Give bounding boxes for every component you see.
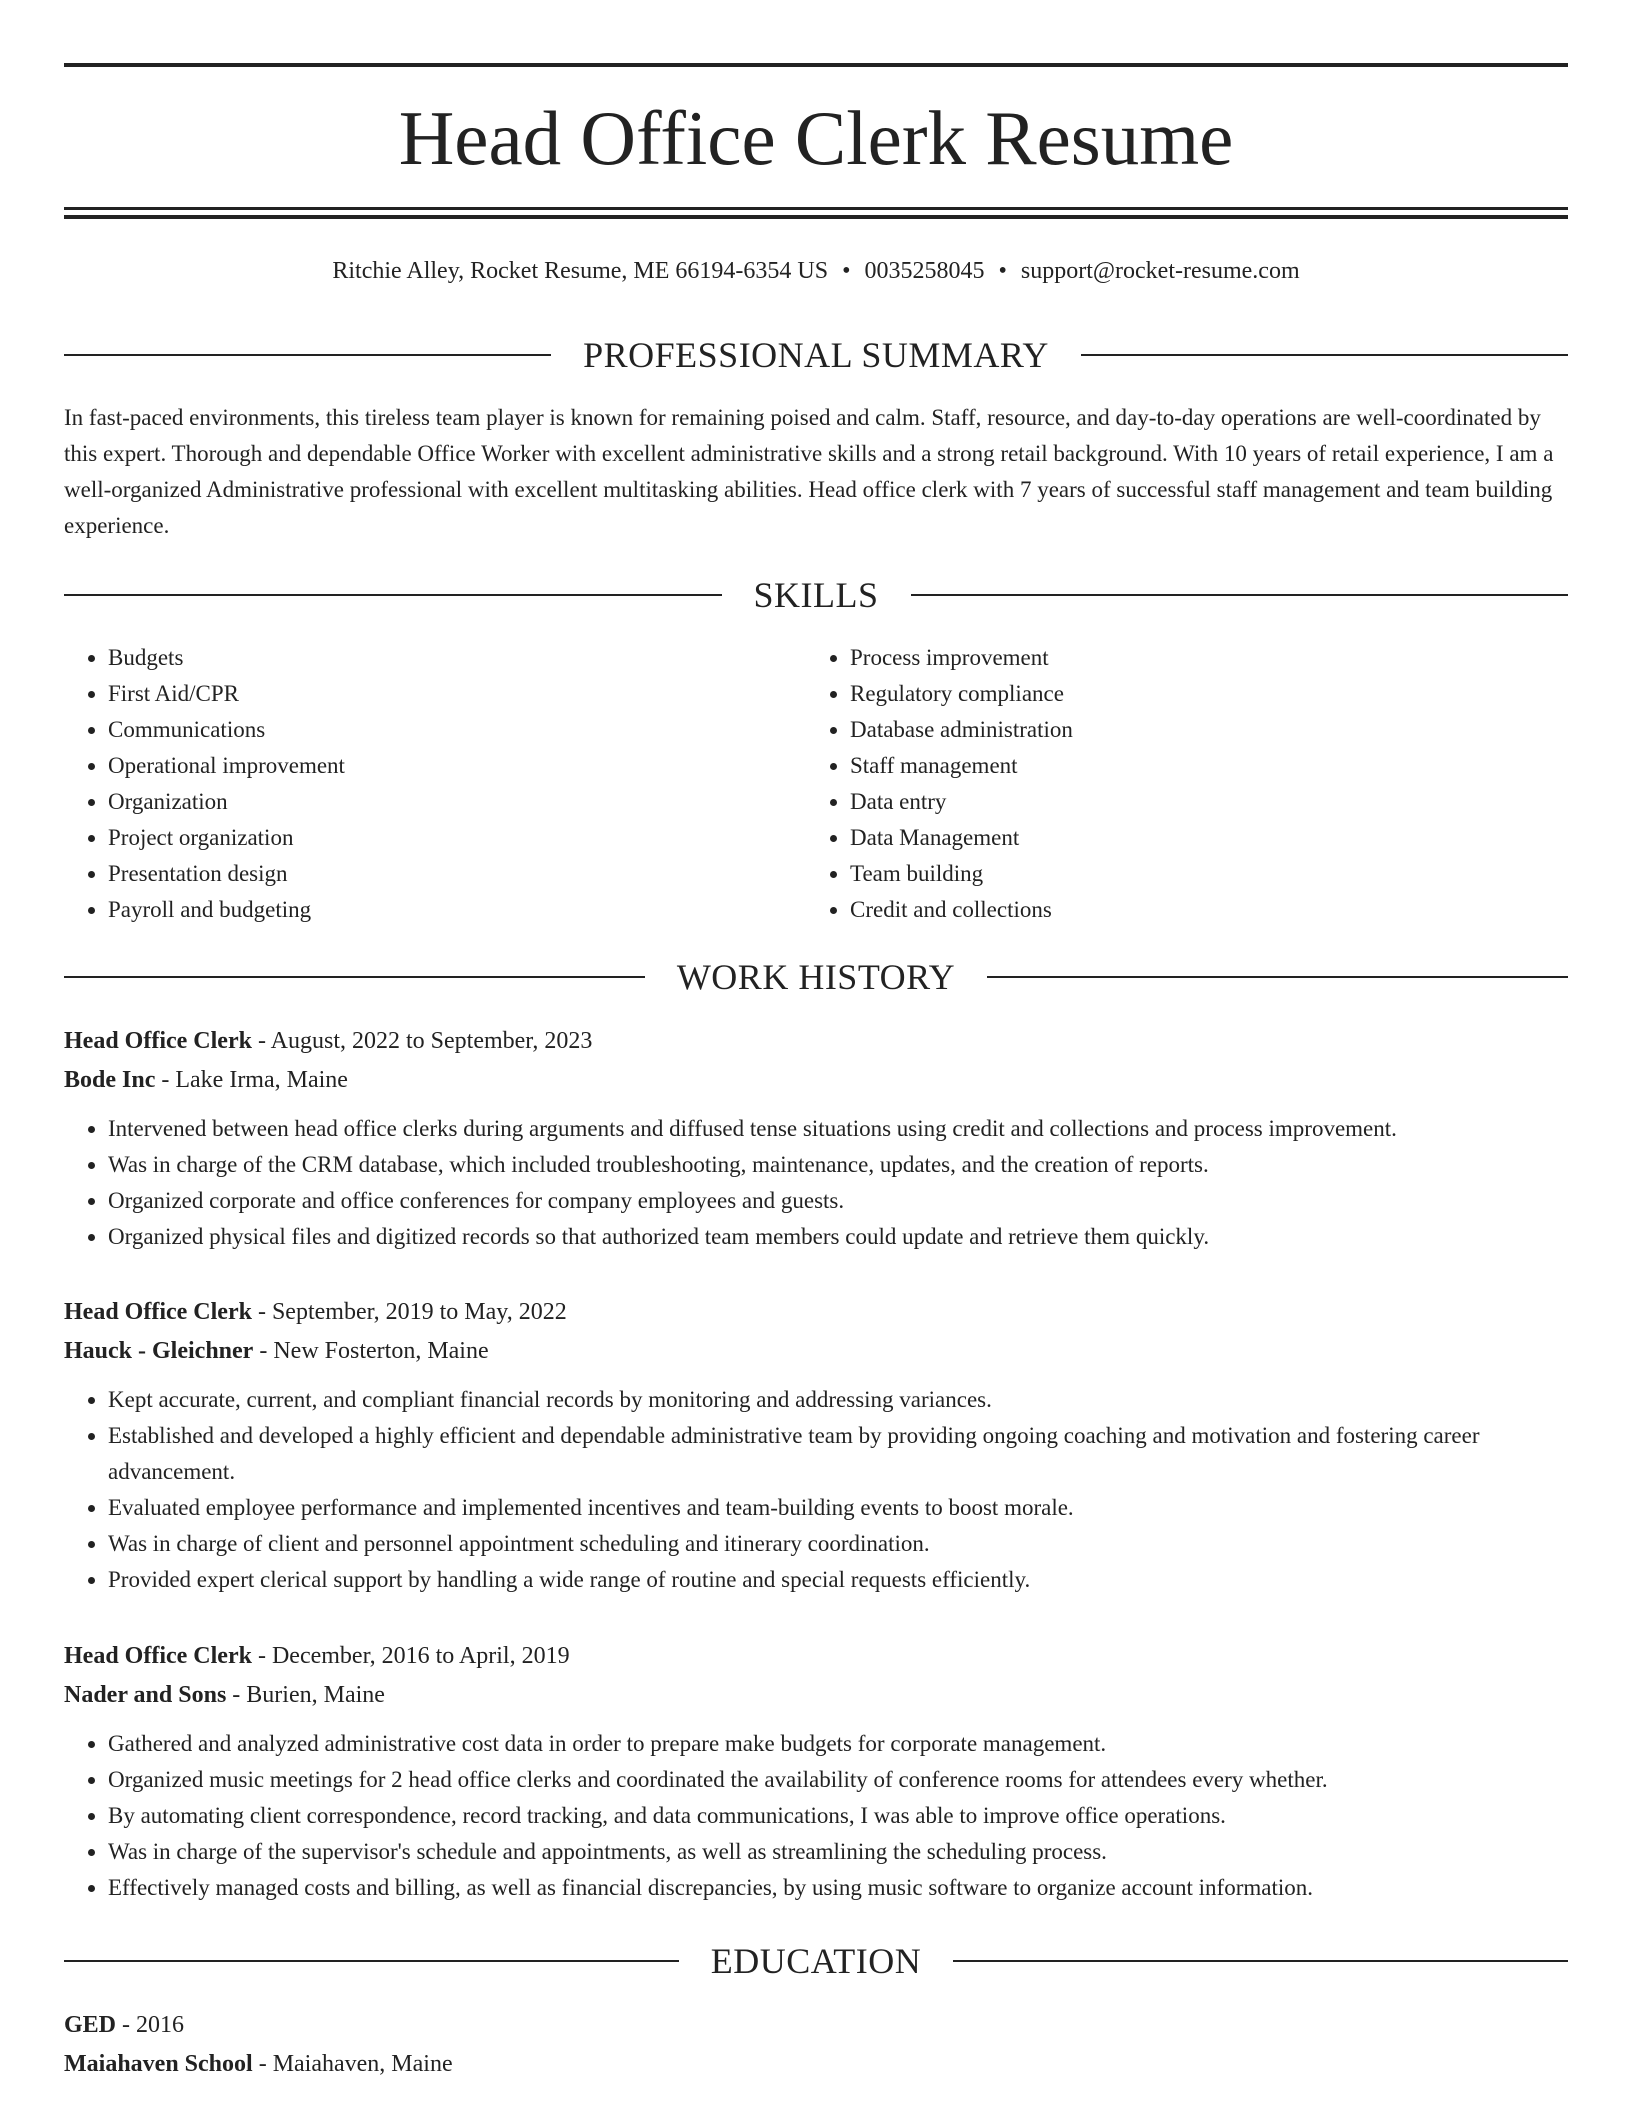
skill-item: • Payroll and budgeting: [108, 892, 345, 928]
job-bullet: • Provided expert clerical support by handling a wide range of routine and special requests efficiently.: [108, 1562, 1568, 1598]
dash: -: [257, 1028, 266, 1054]
contact-phone: 0035258045: [864, 258, 985, 284]
title-rule-upper: [64, 207, 1568, 210]
job-bullet: • Evaluated employee performance and implemented incentives and team-building events to boost morale.: [108, 1490, 1568, 1526]
skill-item: • Process improvement: [850, 640, 1073, 676]
section-rule: [911, 594, 1569, 596]
job-entry: [64, 1022, 1568, 1255]
skill-item: • Budgets: [108, 640, 345, 676]
job-bullet: • Established and developed a highly efficient and dependable administrative team by providing ongoing coaching and motivation and fostering career advancement.: [108, 1418, 1568, 1490]
skill-item: • Regulatory compliance: [850, 676, 1073, 712]
skill-item: • Team building: [850, 856, 1073, 892]
job-company-line: [64, 1332, 1568, 1371]
job-title: Head Office Clerk: [64, 1028, 252, 1054]
job-dates: August, 2022 to September, 2023: [270, 1028, 593, 1054]
job-company: Hauck - Gleichner: [64, 1338, 254, 1364]
job-bullet: • Intervened between head office clerks during arguments and diffused tense situations using credit and collections and process improvement.: [108, 1111, 1568, 1147]
section-header-education: [64, 1941, 1568, 1981]
skill-item: • Database administration: [850, 712, 1073, 748]
dash: -: [257, 1299, 266, 1325]
education-entry: [64, 2006, 1568, 2084]
job-dates: September, 2019 to May, 2022: [271, 1299, 567, 1325]
job-bullet: • Organized music meetings for 2 head office clerks and coordinated the availability of conference rooms for attendees every whether.: [108, 1762, 1568, 1798]
education-degree-line: [64, 2006, 1568, 2045]
contact-line: [64, 254, 1568, 288]
skill-item: • Presentation design: [108, 856, 345, 892]
education-school-line: [64, 2045, 1568, 2084]
dash: -: [257, 1643, 266, 1669]
job-location: Lake Irma, Maine: [175, 1067, 348, 1093]
section-header-work-history: [64, 957, 1568, 997]
job-bullet: • Organized corporate and office conferences for company employees and guests.: [108, 1183, 1568, 1219]
contact-separator: •: [998, 258, 1007, 284]
section-title: SKILLS: [753, 575, 879, 615]
job-bullet: • Gathered and analyzed administrative cost data in order to prepare make budgets for corporate management.: [108, 1726, 1568, 1762]
job-title-line: [64, 1293, 1568, 1332]
education-school: Maiahaven School: [64, 2051, 253, 2077]
title-rule-lower: [64, 215, 1568, 219]
section-rule: [64, 976, 645, 978]
job-bullet: • By automating client correspondence, record tracking, and data communications, I was able to improve office operations.: [108, 1798, 1568, 1834]
skill-item: • Staff management: [850, 748, 1073, 784]
skill-item: • Data entry: [850, 784, 1073, 820]
job-bullet: • Effectively managed costs and billing, as well as financial discrepancies, by using music software to organize account information.: [108, 1870, 1568, 1906]
dash: -: [122, 2012, 131, 2038]
job-bullet: • Was in charge of client and personnel appointment scheduling and itinerary coordination.: [108, 1526, 1568, 1562]
job-bullet: • Was in charge of the supervisor's schedule and appointments, as well as streamlining the scheduling process.: [108, 1834, 1568, 1870]
section-rule: [953, 1960, 1568, 1962]
top-rule: [64, 63, 1568, 67]
dash: -: [259, 1338, 268, 1364]
education-location: Maiahaven, Maine: [272, 2051, 453, 2077]
job-company-line: [64, 1061, 1568, 1100]
job-bullets: [64, 1382, 1568, 1598]
job-location: New Fosterton, Maine: [273, 1338, 489, 1364]
job-title-line: [64, 1022, 1568, 1061]
section-title: EDUCATION: [710, 1941, 922, 1981]
skill-item: • Communications: [108, 712, 345, 748]
resume-title: Head Office Clerk Resume: [398, 95, 1234, 181]
job-bullet: • Was in charge of the CRM database, which included troubleshooting, maintenance, updates, and the creation of reports.: [108, 1147, 1568, 1183]
education-degree: GED: [64, 2012, 117, 2038]
summary-paragraph: In fast-paced environments, this tireless team player is known for remaining poised and calm. Staff, resource, and day-to-day operations are well-coordinated by this expert. Thorough and dependable Office Worker with excellent administrative skills and a strong retail background. With 10 years of retail experience, I am a well-organized Administrative professional with excellent multitasking abilities. Head office clerk with 7 years of successful staff management and team building experience.: [64, 405, 1554, 538]
skill-item: • Data Management: [850, 820, 1073, 856]
job-bullet: • Organized physical files and digitized records so that authorized team members could update and retrieve them quickly.: [108, 1219, 1568, 1255]
section-title: WORK HISTORY: [676, 957, 956, 997]
section-rule: [1081, 354, 1568, 356]
job-bullets: [64, 1726, 1568, 1906]
skill-item: • Organization: [108, 784, 345, 820]
contact-address: Ritchie Alley, Rocket Resume, ME 66194-6354 US: [332, 258, 829, 284]
job-location: Burien, Maine: [246, 1682, 385, 1708]
job-dates: December, 2016 to April, 2019: [271, 1643, 570, 1669]
job-entry: [64, 1637, 1568, 1906]
skill-item: • First Aid/CPR: [108, 676, 345, 712]
skills-list-left: [64, 640, 345, 928]
education-year: 2016: [136, 2012, 185, 2038]
job-bullet: • Kept accurate, current, and compliant financial records by monitoring and addressing variances.: [108, 1382, 1568, 1418]
skill-item: • Operational improvement: [108, 748, 345, 784]
dash: -: [258, 2051, 267, 2077]
job-entry: [64, 1293, 1568, 1598]
job-bullets: [64, 1111, 1568, 1255]
section-header-summary: [64, 335, 1568, 375]
section-rule: [64, 1960, 679, 1962]
section-rule: [64, 354, 551, 356]
skill-item: • Project organization: [108, 820, 345, 856]
job-company: Bode Inc: [64, 1067, 156, 1093]
job-company-line: [64, 1676, 1568, 1715]
section-rule: [987, 976, 1568, 978]
contact-separator: •: [842, 258, 851, 284]
section-header-skills: [64, 575, 1568, 615]
dash: -: [161, 1067, 170, 1093]
job-title-line: [64, 1637, 1568, 1676]
skills-list-right: [806, 640, 1073, 928]
job-title: Head Office Clerk: [64, 1299, 252, 1325]
job-company: Nader and Sons: [64, 1682, 227, 1708]
dash: -: [232, 1682, 241, 1708]
section-title: PROFESSIONAL SUMMARY: [583, 335, 1049, 375]
contact-email: support@rocket-resume.com: [1020, 258, 1300, 284]
section-rule: [64, 594, 722, 596]
skill-item: • Credit and collections: [850, 892, 1073, 928]
job-title: Head Office Clerk: [64, 1643, 252, 1669]
